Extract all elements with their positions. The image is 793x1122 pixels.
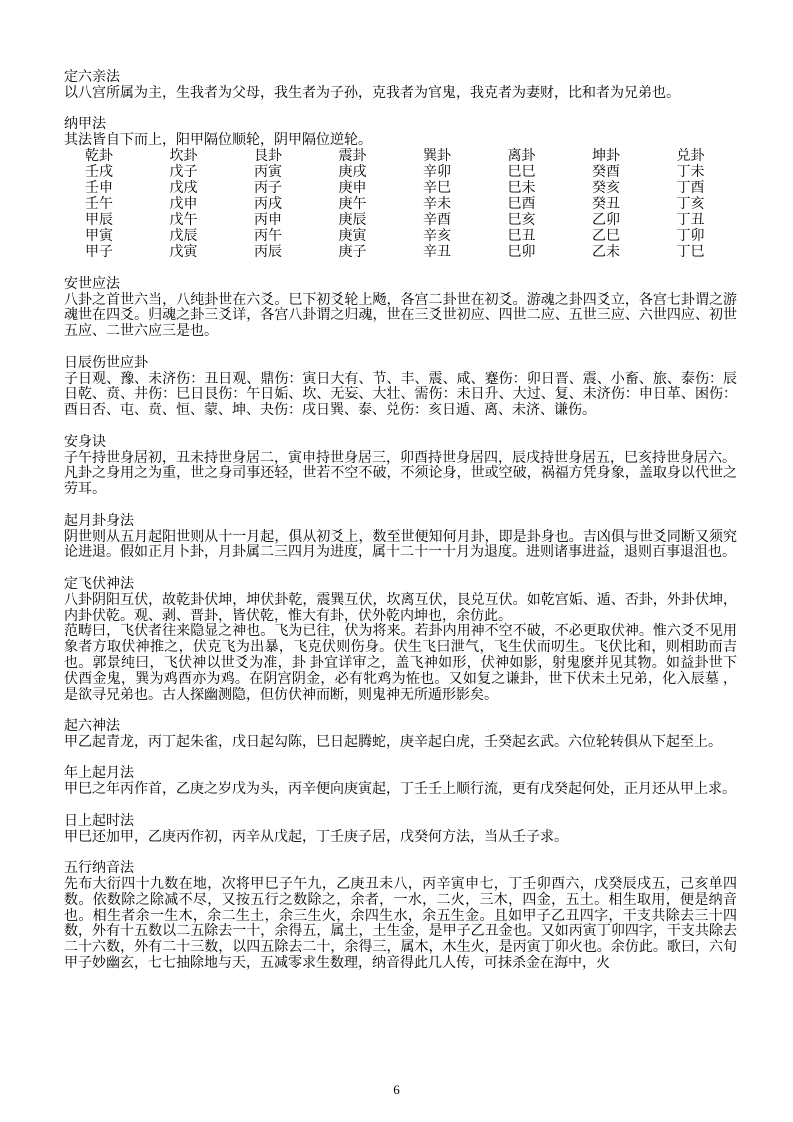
section-title: 日上起时法 — [64, 813, 134, 829]
section-title: 定六亲法 — [64, 70, 120, 85]
najia-table-cell: 丙子 — [254, 180, 282, 196]
najia-table-cell: 戊寅 — [169, 244, 198, 260]
najia-table-cell: 丁卯 — [676, 228, 705, 244]
section-4 — [64, 435, 737, 498]
najia-table-cell: 辛酉 — [423, 212, 451, 228]
najia-table-cell: 壬戌 — [85, 164, 113, 180]
najia-table-cell: 甲辰 — [85, 212, 113, 228]
section-paragraph: 以八宫所属为主，生我者为父母，我生者为子孙，克我者为官鬼，我克者为妻财，比和者为兄弟也。 — [64, 85, 680, 101]
section-paragraph: 范畴曰，飞伏者往来隐显之神也。飞为已往，伏为将来。若卦内用神不空不破，不必更取伏神。惟六爻不见用象者方取伏神推之，伏克飞为出暴，飞克伏则伤身。伏生飞曰泄气，飞生伏而叨生。飞伏比和，则相助而吉也。郭景纯曰，飞伏神以世爻为准，卦 卦宜详审之，盖飞神如形，伏神如影，射鬼麽并见其物。如益卦世下伏酉金鬼，巽为鸡酉亦为鸡。在阴宫阴金，必有牝鸡为恠也。又如复之谦卦，世下伏未土兄弟，化入辰墓 ，是欲寻兄弟也。古人探幽测隐，但仿伏神而断，则鬼神无所遁形影矣。 — [64, 624, 737, 703]
najia-table-cell: 癸酉 — [592, 164, 620, 180]
section-title: 日辰伤世应卦 — [64, 355, 148, 371]
section-title: 安世应法 — [64, 276, 120, 292]
najia-table-cell: 乙卯 — [592, 212, 620, 228]
najia-table-cell: 戊午 — [169, 212, 198, 228]
section-paragraph: 甲乙起青龙，丙丁起朱雀，戊日起勾陈，巳日起腾蛇，庚辛起白虎，壬癸起玄武。六位轮转俱从下起至上。 — [64, 734, 722, 750]
najia-table-cell: 乙巳 — [592, 228, 620, 244]
najia-table-cell: 辛卯 — [423, 164, 451, 180]
section-10 — [64, 861, 737, 972]
najia-table-cell: 巳巳 — [507, 164, 536, 180]
najia-table-cell: 丁未 — [676, 164, 705, 180]
najia-table-cell: 丁巳 — [676, 244, 705, 260]
section-paragraph: 阴世则从五月起阳世则从十一月起，俱从初爻上，数至世便知何月卦，即是卦身也。吉凶俱与世爻同断又须究论进退。假如正月卜卦，月卦属二三四月为进度，属十二十一十月为退度。进则诸事进益，退则百事退沮也。 — [64, 529, 737, 561]
najia-table-cell: 壬午 — [85, 196, 113, 212]
section-5 — [64, 514, 737, 561]
najia-table-cell: 戊子 — [169, 164, 198, 180]
najia-table-cell: 庚辰 — [338, 212, 367, 228]
najia-table-header-cell: 坤卦 — [592, 148, 620, 164]
najia-table-row — [64, 245, 737, 261]
najia-table-header-cell: 巽卦 — [423, 148, 451, 164]
najia-table-row — [64, 229, 737, 245]
najia-table-cell: 丙戌 — [254, 196, 282, 212]
section-0 — [64, 70, 737, 102]
najia-table-cell: 甲子 — [85, 244, 113, 260]
najia-table-cell: 丁亥 — [676, 196, 705, 212]
najia-table-cell: 辛未 — [423, 196, 451, 212]
najia-table-cell: 巳亥 — [507, 212, 536, 228]
section-paragraph: 甲巳之年丙作首，乙庚之岁戊为头，丙辛便向庚寅起，丁壬壬上顺行流，更有戊癸起何处，正月还从甲上求。 — [64, 782, 736, 798]
najia-table-header-cell: 兑卦 — [676, 148, 705, 164]
najia-table-cell: 癸亥 — [592, 180, 620, 196]
section-2 — [64, 277, 737, 340]
section-title: 纳甲法 — [64, 117, 106, 133]
section-title: 起月卦身法 — [64, 513, 134, 529]
najia-table-cell: 辛巳 — [423, 180, 451, 196]
najia-table-cell: 丙寅 — [254, 164, 282, 180]
najia-table-cell: 庚午 — [338, 196, 367, 212]
section-paragraph: 八卦阴阳互伏，故乾卦伏坤，坤伏卦乾，震巽互伏，坎离互伏，艮兑互伏。如乾宫姤、遁、否卦，外卦伏坤，内卦伏乾。观、剥、晋卦，皆伏乾，惟大有卦，伏外乾内坤也，余仿此。 — [64, 592, 737, 624]
section-9 — [64, 814, 737, 846]
section-paragraph: 凡卦之身用之为重，世之身司事还轻，世若不空不破，不须论身，世或空破，祸福方凭身象，盖取身以代世之劳耳。 — [64, 466, 737, 498]
najia-table-row — [64, 213, 737, 229]
najia-table-cell: 巳未 — [507, 180, 536, 196]
section-paragraph: 甲巳还加甲，乙庚丙作初，丙辛从戊起，丁壬庚子居，戊癸何方法，当从壬子求。 — [64, 829, 568, 845]
najia-table-cell: 戊辰 — [169, 228, 198, 244]
section-title: 年上起月法 — [64, 766, 134, 782]
najia-table-cell: 庚戌 — [338, 164, 367, 180]
section-paragraph: 先布大衍四十九数在地，次将甲巳子午九，乙庚丑未八，丙辛寅申七，丁壬卯酉六，戊癸辰戌五，己亥单四数。依数除之除减不尽，又按五行之数除之，余者，一水，二火，三木，四金，五土。相生取用，便是纳音也。相生者余一生木，余二生土，余三生火，余四生水，余五生金。且如甲子乙丑四字，干支共除去三十四数，外有十五数以二五除去一十，余得五，属土，土生金，是甲子乙丑金也。又如丙寅丁卯四字，干支共除去二十六数，外有二十三数，以四五除去二十，余得三，属木，木生火，是丙寅丁卯火也。余仿此。歌曰，六旬甲子妙幽玄，七七抽除地与天，五减零求生数理，纳音得此几人传，可抹杀金在海中，火 — [64, 877, 737, 972]
najia-table-cell: 巳酉 — [507, 196, 536, 212]
najia-table-row — [64, 181, 737, 197]
section-title: 安身诀 — [64, 434, 106, 450]
najia-table-header-cell: 坎卦 — [169, 148, 198, 164]
najia-table-header-cell: 乾卦 — [85, 148, 113, 164]
najia-table-cell: 甲寅 — [85, 228, 113, 244]
section-7 — [64, 719, 737, 751]
section-title: 定飞伏神法 — [64, 576, 134, 592]
najia-table-cell: 癸丑 — [592, 196, 620, 212]
najia-table-header-row — [64, 149, 737, 165]
section-paragraph: 子午持世身居初，丑未持世身居二，寅申持世身居三，卯酉持世身居四，辰戌持世身居五，巳亥持世身居六。 — [64, 450, 736, 466]
najia-table-cell: 庚寅 — [338, 228, 367, 244]
section-title: 起六神法 — [64, 719, 120, 735]
section-title: 五行纳音法 — [64, 861, 134, 877]
section-paragraph: 八卦之首世六当，八纯卦世在六爻。巳下初爻轮上飏，各宫二卦世在初爻。游魂之卦四爻立，各宫七卦谓之游魂世在四爻。归魂之卦三爻详，各宫八卦谓之归魂，世在三爻世初应、四世二应、五世三应、六世四应、初世五应、二世六应三是也。 — [64, 292, 737, 340]
najia-table-cell: 辛丑 — [423, 244, 451, 260]
najia-table-cell: 丁酉 — [676, 180, 705, 196]
section-1 — [64, 117, 737, 261]
najia-table-row — [64, 197, 737, 213]
najia-table-cell: 庚申 — [338, 180, 367, 196]
najia-table-cell: 丙申 — [254, 212, 282, 228]
najia-table-header-cell: 艮卦 — [254, 148, 282, 164]
najia-table-header-cell: 离卦 — [507, 148, 536, 164]
najia-table-cell: 戊戌 — [169, 180, 198, 196]
najia-table-cell: 戊申 — [169, 196, 198, 212]
section-paragraph: 其法皆自下而上，阳甲隔位顺轮，阴甲隔位逆轮。 — [64, 133, 372, 149]
najia-table-cell: 丙辰 — [254, 244, 282, 260]
najia-table-cell: 丁丑 — [676, 212, 705, 228]
section-6 — [64, 577, 737, 703]
najia-table-cell: 壬申 — [85, 180, 113, 196]
najia-table-cell: 乙未 — [592, 244, 620, 260]
najia-table — [64, 149, 737, 261]
najia-table-row — [64, 165, 737, 181]
najia-table-cell: 巳卯 — [507, 244, 536, 260]
najia-table-cell: 辛亥 — [423, 228, 451, 244]
najia-table-cell: 巳丑 — [507, 228, 536, 244]
section-8 — [64, 766, 737, 798]
section-paragraph: 子日观、豫、未济伤：丑日观、鼎伤：寅日大有、节、丰、震、咸、蹇伤：卯日晋、震、小畜、旅、泰伤：辰日乾、贲、井伤：巳日艮伤：午日姤、坎、无妄、大壮、需伤：未日升、大过、复、未济伤：申日革、困伤：酉日否、屯、贲、恒、蒙、坤、夬伤：戌日巽、泰、兑伤：亥日遁、离、未济、谦伤。 — [64, 371, 737, 419]
page-number: 6 — [393, 1082, 400, 1097]
sections-container — [64, 70, 737, 988]
najia-table-cell: 庚子 — [338, 244, 367, 260]
najia-table-cell: 丙午 — [254, 228, 282, 244]
najia-table-header-cell: 震卦 — [338, 148, 367, 164]
section-3 — [64, 356, 737, 419]
